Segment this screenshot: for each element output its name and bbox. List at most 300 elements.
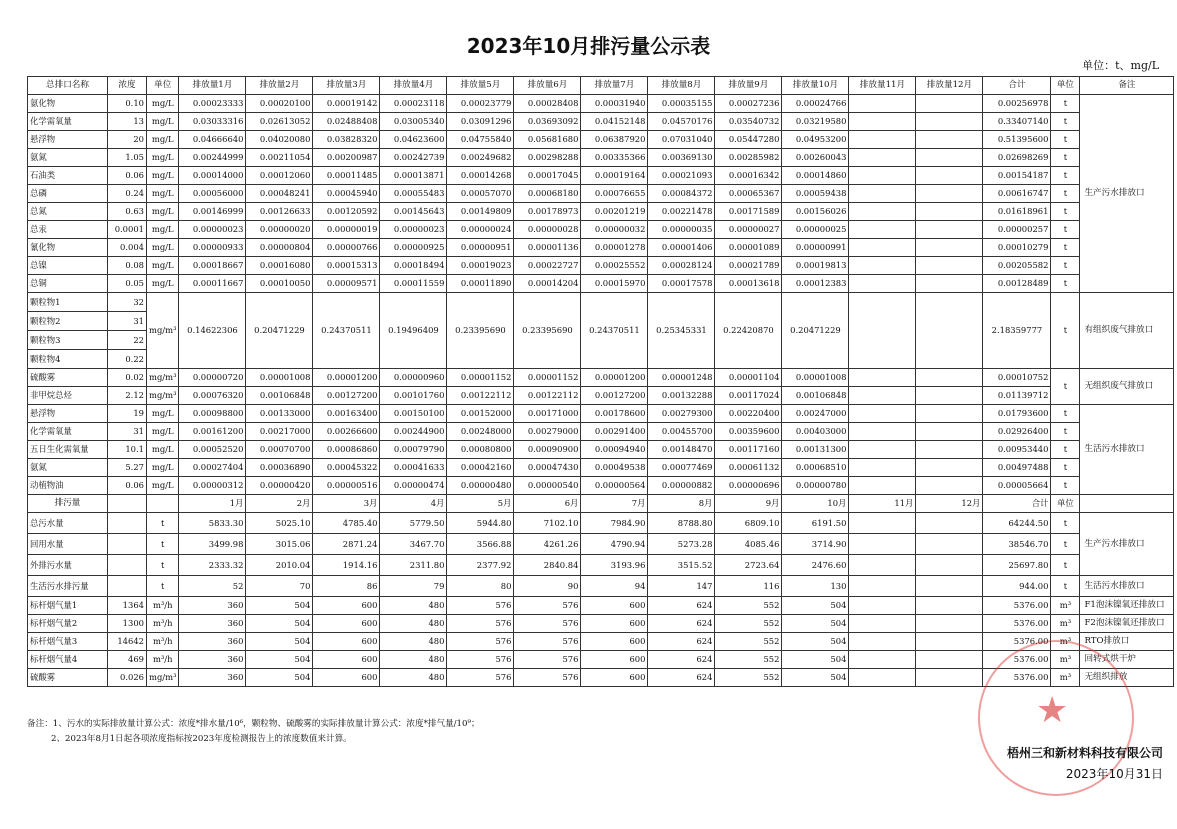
value-cell: 360 [179,633,246,651]
value-cell: 0.00122112 [514,387,581,405]
value-cell: 0.00000420 [246,477,313,495]
value-cell: 0.00335366 [581,149,648,167]
value-cell [916,369,983,387]
value-cell: 2476.60 [782,555,849,576]
column-header: 排放量1月 [179,77,246,95]
value-cell: 0.00149809 [447,203,514,221]
value-cell: 0.00000951 [447,239,514,257]
value-cell: 79 [380,576,447,597]
value-cell: 0.00001406 [648,239,715,257]
total-unit: m³ [1051,669,1080,687]
value-cell: 576 [514,615,581,633]
total-unit: t [1051,459,1080,477]
gas-name: 标杆烟气量3 [28,633,108,651]
value-cell: 0.00150100 [380,405,447,423]
value-cell [916,113,983,131]
unit: mg/L [147,239,179,257]
concentration: 19 [108,405,147,423]
value-cell [916,95,983,113]
value-cell: 0.00013618 [715,275,782,293]
value-cell: 0.00001200 [313,369,380,387]
value-cell: 0.00127200 [313,387,380,405]
value-cell: 0.00201219 [581,203,648,221]
value-cell [849,387,916,405]
unit: mg/L [147,477,179,495]
value-cell: 0.00000960 [380,369,447,387]
pollutant-name: 总汞 [28,221,108,239]
total: 64244.50 [983,513,1051,534]
value-cell: 0.00000023 [179,221,246,239]
unit: mg/m³ [147,387,179,405]
value-cell: 576 [447,597,514,615]
value-cell: 0.04755840 [447,131,514,149]
value-cell: 0.00171589 [715,203,782,221]
unit: mg/m³ [147,369,179,387]
total-unit: m³ [1051,615,1080,633]
value-cell: 600 [313,597,380,615]
value-cell [916,441,983,459]
value-cell: 0.00009571 [313,275,380,293]
value-cell: 0.00000480 [447,477,514,495]
value-cell: 0.06387920 [581,131,648,149]
value-cell: 0.04570176 [648,113,715,131]
total: 0.00616747 [983,185,1051,203]
pollutant-row [28,275,1174,293]
value-cell: 504 [246,633,313,651]
value-cell: 0.03540732 [715,113,782,131]
value-cell [849,257,916,275]
concentration: 0.06 [108,167,147,185]
total: 0.51395600 [983,131,1051,149]
pollutant-name: 总磷 [28,185,108,203]
page-title: 2023年10月排污量公示表 [466,34,711,58]
pollutant-name: 硫酸雾 [28,369,108,387]
value-cell [849,221,916,239]
value-cell: 0.00012383 [782,275,849,293]
value-cell: 0.00045322 [313,459,380,477]
value-cell [849,534,916,555]
value-cell: 504 [246,651,313,669]
column-header: 12月 [916,495,983,513]
value-cell: 0.00001152 [514,369,581,387]
total: 0.00154187 [983,167,1051,185]
concentration: 1364 [108,597,147,615]
value-cell: 0.00045940 [313,185,380,203]
value-cell: 0.23395690 [447,293,514,369]
concentration: 0.05 [108,275,147,293]
value-cell: 0.00061132 [715,459,782,477]
unit: mg/m³ [147,293,179,369]
value-cell [916,597,983,615]
value-cell: 2377.92 [447,555,514,576]
value-cell: 624 [648,633,715,651]
value-cell: 600 [581,651,648,669]
column-header: 单位 [1051,495,1080,513]
column-header: 排放量11月 [849,77,916,95]
volume-name: 回用水量 [28,534,108,555]
value-cell: 600 [313,669,380,687]
value-cell: 0.00200987 [313,149,380,167]
value-cell: 0.00244900 [380,423,447,441]
total: 5376.00 [983,633,1051,651]
column-header: 排放量10月 [782,77,849,95]
table-cell [108,534,147,555]
value-cell [916,275,983,293]
value-cell [916,615,983,633]
value-cell: 576 [447,615,514,633]
total-unit: t [1051,405,1080,423]
total-unit: t [1051,257,1080,275]
unit: mg/L [147,95,179,113]
concentration: 5.27 [108,459,147,477]
value-cell: 0.02613052 [246,113,313,131]
value-cell: 0.00000696 [715,477,782,495]
pollutant-name: 化学需氧量 [28,113,108,131]
total-unit: t [1051,167,1080,185]
value-cell: 4085.46 [715,534,782,555]
pollutant-row [28,441,1174,459]
value-cell: 0.00076320 [179,387,246,405]
value-cell: 0.00000035 [648,221,715,239]
remark: 回转式烘干炉 [1080,651,1174,669]
value-cell: 0.00000032 [581,221,648,239]
value-cell: 3467.70 [380,534,447,555]
company-name: 梧州三和新材料科技有限公司 [1006,746,1163,760]
remark: 生产污水排放口 [1080,95,1174,293]
value-cell: 0.00028408 [514,95,581,113]
value-cell: 3015.06 [246,534,313,555]
value-cell [849,669,916,687]
value-cell: 2871.24 [313,534,380,555]
unit: mg/L [147,149,179,167]
unit: t [147,513,179,534]
value-cell: 480 [380,615,447,633]
value-cell: 0.03005340 [380,113,447,131]
value-cell: 0.00161200 [179,423,246,441]
value-cell: 1914.16 [313,555,380,576]
unit: mg/L [147,423,179,441]
value-cell: 0.02488408 [313,113,380,131]
value-cell: 6809.10 [715,513,782,534]
total-unit: t [1051,131,1080,149]
pollutant-name: 颗粒物3 [28,331,108,350]
concentration: 0.004 [108,239,147,257]
remark: 无组织排放 [1080,669,1174,687]
value-cell: 0.00094940 [581,441,648,459]
value-cell: 7984.90 [581,513,648,534]
column-header: 8月 [648,495,715,513]
total-unit: m³ [1051,597,1080,615]
total: 0.00010752 [983,369,1051,387]
value-cell: 0.00279300 [648,405,715,423]
value-cell [849,651,916,669]
pollutant-name: 五日生化需氧量 [28,441,108,459]
value-cell: 0.00076655 [581,185,648,203]
value-cell: 0.00019164 [581,167,648,185]
unit: mg/L [147,185,179,203]
value-cell: 504 [782,597,849,615]
value-cell: 0.00070700 [246,441,313,459]
value-cell: 0.00011667 [179,275,246,293]
value-cell: 0.00000540 [514,477,581,495]
value-cell [849,405,916,423]
pollutant-row [28,369,1174,387]
value-cell: 360 [179,651,246,669]
value-cell: 0.00001104 [715,369,782,387]
value-cell [916,239,983,257]
value-cell: 0.00000991 [782,239,849,257]
value-cell: 130 [782,576,849,597]
value-cell: 0.00285982 [715,149,782,167]
value-cell: 0.00052520 [179,441,246,459]
pollutant-name: 总铜 [28,275,108,293]
value-cell [849,239,916,257]
value-cell [849,293,916,369]
column-header: 排放量3月 [313,77,380,95]
value-cell: 0.00001136 [514,239,581,257]
value-cell [916,221,983,239]
value-cell [849,459,916,477]
value-cell: 0.00000020 [246,221,313,239]
total-unit: t [1051,477,1080,495]
value-cell [849,275,916,293]
pollutant-name: 悬浮物 [28,405,108,423]
value-cell: 0.00013871 [380,167,447,185]
value-cell: 576 [447,669,514,687]
value-cell [849,576,916,597]
remark: RTO排放口 [1080,633,1174,651]
value-cell: 0.00080800 [447,441,514,459]
value-cell: 0.00279000 [514,423,581,441]
concentration: 0.08 [108,257,147,275]
value-cell: 0.00178973 [514,203,581,221]
column-header: 9月 [715,495,782,513]
value-cell: 0.23395690 [514,293,581,369]
value-cell: 0.00014000 [179,167,246,185]
column-header: 浓度 [108,77,147,95]
concentration: 20 [108,131,147,149]
value-cell: 52 [179,576,246,597]
pollutant-row [28,387,1174,405]
value-cell: 0.00012060 [246,167,313,185]
value-cell: 600 [581,597,648,615]
value-cell: 0.00298288 [514,149,581,167]
value-cell: 3566.88 [447,534,514,555]
value-cell: 0.00048241 [246,185,313,203]
value-cell: 0.00014860 [782,167,849,185]
value-cell: 0.03828320 [313,131,380,149]
total: 0.00205582 [983,257,1051,275]
value-cell [916,477,983,495]
unit: t [147,576,179,597]
value-cell: 0.00017578 [648,275,715,293]
remark: F1泡沫镍氧还排放口 [1080,597,1174,615]
total: 0.00953440 [983,441,1051,459]
value-cell: 0.00455700 [648,423,715,441]
value-cell: 0.00163400 [313,405,380,423]
value-cell: 0.00016342 [715,167,782,185]
value-cell: 600 [581,633,648,651]
value-cell: 0.07031040 [648,131,715,149]
notes-label: 备注： [27,719,53,729]
pollutant-name: 石油类 [28,167,108,185]
pollutant-row [28,459,1174,477]
value-cell: 2723.64 [715,555,782,576]
value-cell: 3193.96 [581,555,648,576]
value-cell [849,113,916,131]
value-cell: 86 [313,576,380,597]
value-cell: 0.04020080 [246,131,313,149]
value-cell: 504 [782,633,849,651]
notes [27,717,480,747]
value-cell: 0.00025552 [581,257,648,275]
value-cell: 0.00000766 [313,239,380,257]
value-cell: 0.00014268 [447,167,514,185]
column-header: 合计 [983,77,1051,95]
pollutant-name: 总氮 [28,203,108,221]
value-cell: 624 [648,615,715,633]
value-cell: 3499.98 [179,534,246,555]
value-cell: 0.24370511 [313,293,380,369]
value-cell: 0.00146999 [179,203,246,221]
total-unit: t [1051,275,1080,293]
value-cell: 0.00244999 [179,149,246,167]
column-header: 排放量8月 [648,77,715,95]
value-cell: 116 [715,576,782,597]
value-cell [916,293,983,369]
pollutant-name: 颗粒物2 [28,312,108,331]
pollutant-row [28,423,1174,441]
value-cell: 0.00031940 [581,95,648,113]
value-cell: 0.24370511 [581,293,648,369]
value-cell: 0.00023118 [380,95,447,113]
unit: mg/L [147,131,179,149]
value-cell: 0.00122112 [447,387,514,405]
value-cell: 600 [581,615,648,633]
value-cell [849,633,916,651]
unit: mg/L [147,441,179,459]
value-cell: 0.00057070 [447,185,514,203]
value-cell: 0.00000804 [246,239,313,257]
total: 0.00128489 [983,275,1051,293]
total-unit: t [1051,293,1080,369]
unit: t [147,555,179,576]
value-cell: 0.00133000 [246,405,313,423]
unit: m³/h [147,615,179,633]
value-cell [916,203,983,221]
pollutant-name: 非甲烷总烃 [28,387,108,405]
column-header: 5月 [447,495,514,513]
value-cell [849,185,916,203]
value-cell [916,387,983,405]
concentration: 22 [108,331,147,350]
value-cell: 70 [246,576,313,597]
total-unit: t [1051,534,1080,555]
table-cell [108,495,147,513]
value-cell: 0.00017045 [514,167,581,185]
value-cell [849,423,916,441]
value-cell [849,441,916,459]
value-cell: 0.00018667 [179,257,246,275]
value-cell: 0.00000028 [514,221,581,239]
seal-star-icon: ★ [1036,690,1069,731]
gas-name: 标杆烟气量1 [28,597,108,615]
pollutant-name: 氨氮 [28,149,108,167]
value-cell: 0.00000024 [447,221,514,239]
total: 5376.00 [983,651,1051,669]
value-cell: 0.00001008 [246,369,313,387]
gas-row [28,597,1174,615]
concentration: 31 [108,312,147,331]
unit: m³/h [147,651,179,669]
column-header: 6月 [514,495,581,513]
remark: 无组织废气排放口 [1080,369,1174,405]
value-cell: 4261.26 [514,534,581,555]
unit: mg/L [147,167,179,185]
unit: t [147,534,179,555]
value-cell: 0.03091296 [447,113,514,131]
value-cell: 0.00056000 [179,185,246,203]
pollutant-row [28,203,1174,221]
column-header: 排放量2月 [246,77,313,95]
unit: m³/h [147,633,179,651]
value-cell: 0.00220400 [715,405,782,423]
value-cell: 0.00011890 [447,275,514,293]
value-cell: 480 [380,651,447,669]
value-cell: 360 [179,615,246,633]
column-header: 单位 [147,77,179,95]
value-cell: 0.00266600 [313,423,380,441]
value-cell: 0.00000933 [179,239,246,257]
concentration: 0.24 [108,185,147,203]
value-cell: 0.00021093 [648,167,715,185]
value-cell [849,597,916,615]
value-cell: 0.00001008 [782,369,849,387]
pollutant-row [28,257,1174,275]
value-cell [916,459,983,477]
column-header: 10月 [782,495,849,513]
value-cell: 576 [514,597,581,615]
value-cell: 0.00001248 [648,369,715,387]
value-cell: 5779.50 [380,513,447,534]
value-cell: 576 [447,651,514,669]
note-1: 1、污水的实际排放量计算公式：浓度*排水量/10⁶，颗粒物、硫酸雾的实际排放量计算公式：浓度*排气量/10⁹； [52,719,480,729]
unit: mg/L [147,113,179,131]
value-cell: 0.00027404 [179,459,246,477]
concentration: 0.63 [108,203,147,221]
pollutant-name: 化学需氧量 [28,423,108,441]
value-cell: 504 [246,615,313,633]
unit: mg/L [147,275,179,293]
remark: 生活污水排放口 [1080,405,1174,495]
value-cell: 480 [380,597,447,615]
value-cell [916,131,983,149]
concentration: 14642 [108,633,147,651]
remark: 生活污水排放口 [1080,576,1174,597]
total-unit: t [1051,576,1080,597]
value-cell: 0.00120592 [313,203,380,221]
volume-row [28,576,1174,597]
value-cell: 80 [447,576,514,597]
value-cell: 0.00106848 [246,387,313,405]
pollutant-name: 氨化物 [28,95,108,113]
value-cell: 0.03693092 [514,113,581,131]
value-cell: 0.00001200 [581,369,648,387]
column-header: 2月 [246,495,313,513]
value-cell [916,405,983,423]
pollutant-name: 总镍 [28,257,108,275]
column-header: 排放量5月 [447,77,514,95]
